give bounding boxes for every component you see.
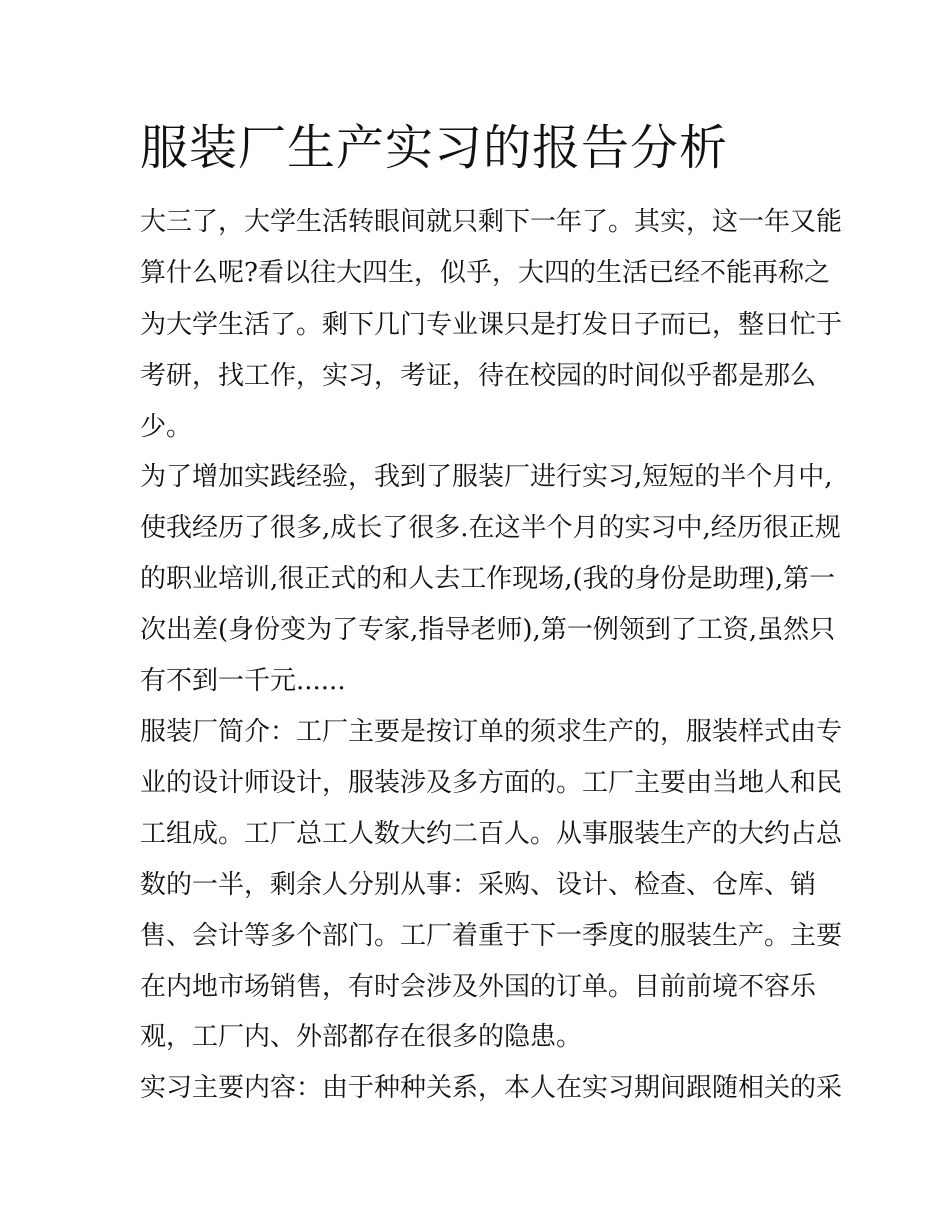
- text-line: 售、会计等多个部门。工厂着重于下一季度的服装生产。主要: [140, 921, 843, 951]
- text-line: 算什么呢?看以往大四生，似乎，大四的生活已经不能再称之: [140, 258, 830, 288]
- text-line: 为了增加实践经验，我到了服装厂进行实习,短短的半个月中,: [140, 462, 833, 492]
- text-line: 有不到一千元......: [140, 666, 346, 696]
- text-line: 数的一半，剩余人分别从事：采购、设计、检查、仓库、销: [140, 870, 817, 900]
- text-line: 工组成。工厂总工人数大约二百人。从事服装生产的大约占总: [140, 819, 843, 849]
- text-line: 少。: [140, 412, 193, 442]
- text-line: 业的设计师设计，服装涉及多方面的。工厂主要由当地人和民: [140, 768, 843, 798]
- text-line: 实习主要内容：由于种种关系，本人在实习期间跟随相关的采: [140, 1073, 843, 1103]
- text-line: 次出差(身份变为了专家,指导老师),第一例领到了工资,虽然只: [140, 615, 836, 645]
- text-line: 的职业培训,很正式的和人去工作现场,(我的身份是助理),第一: [140, 564, 836, 594]
- text-line: 服装厂简介：工厂主要是按订单的须求生产的，服装样式由专: [140, 717, 843, 747]
- text-line: 为大学生活了。剩下几门专业课只是打发日子而已，整日忙于: [140, 310, 843, 340]
- text-line: 在内地市场销售，有时会涉及外国的订单。目前前境不容乐: [140, 972, 817, 1002]
- page-title: 服装厂生产实习的报告分析: [140, 120, 729, 176]
- text-line: 考研，找工作，实习，考证，待在校园的时间似乎都是那么: [140, 361, 817, 391]
- text-line: 观，工厂内、外部都存在很多的隐患。: [140, 1022, 583, 1052]
- text-line: 使我经历了很多,成长了很多.在这半个月的实习中,经历很正规: [140, 513, 841, 543]
- text-line: 大三了，大学生活转眼间就只剩下一年了。其实，这一年又能: [140, 207, 843, 237]
